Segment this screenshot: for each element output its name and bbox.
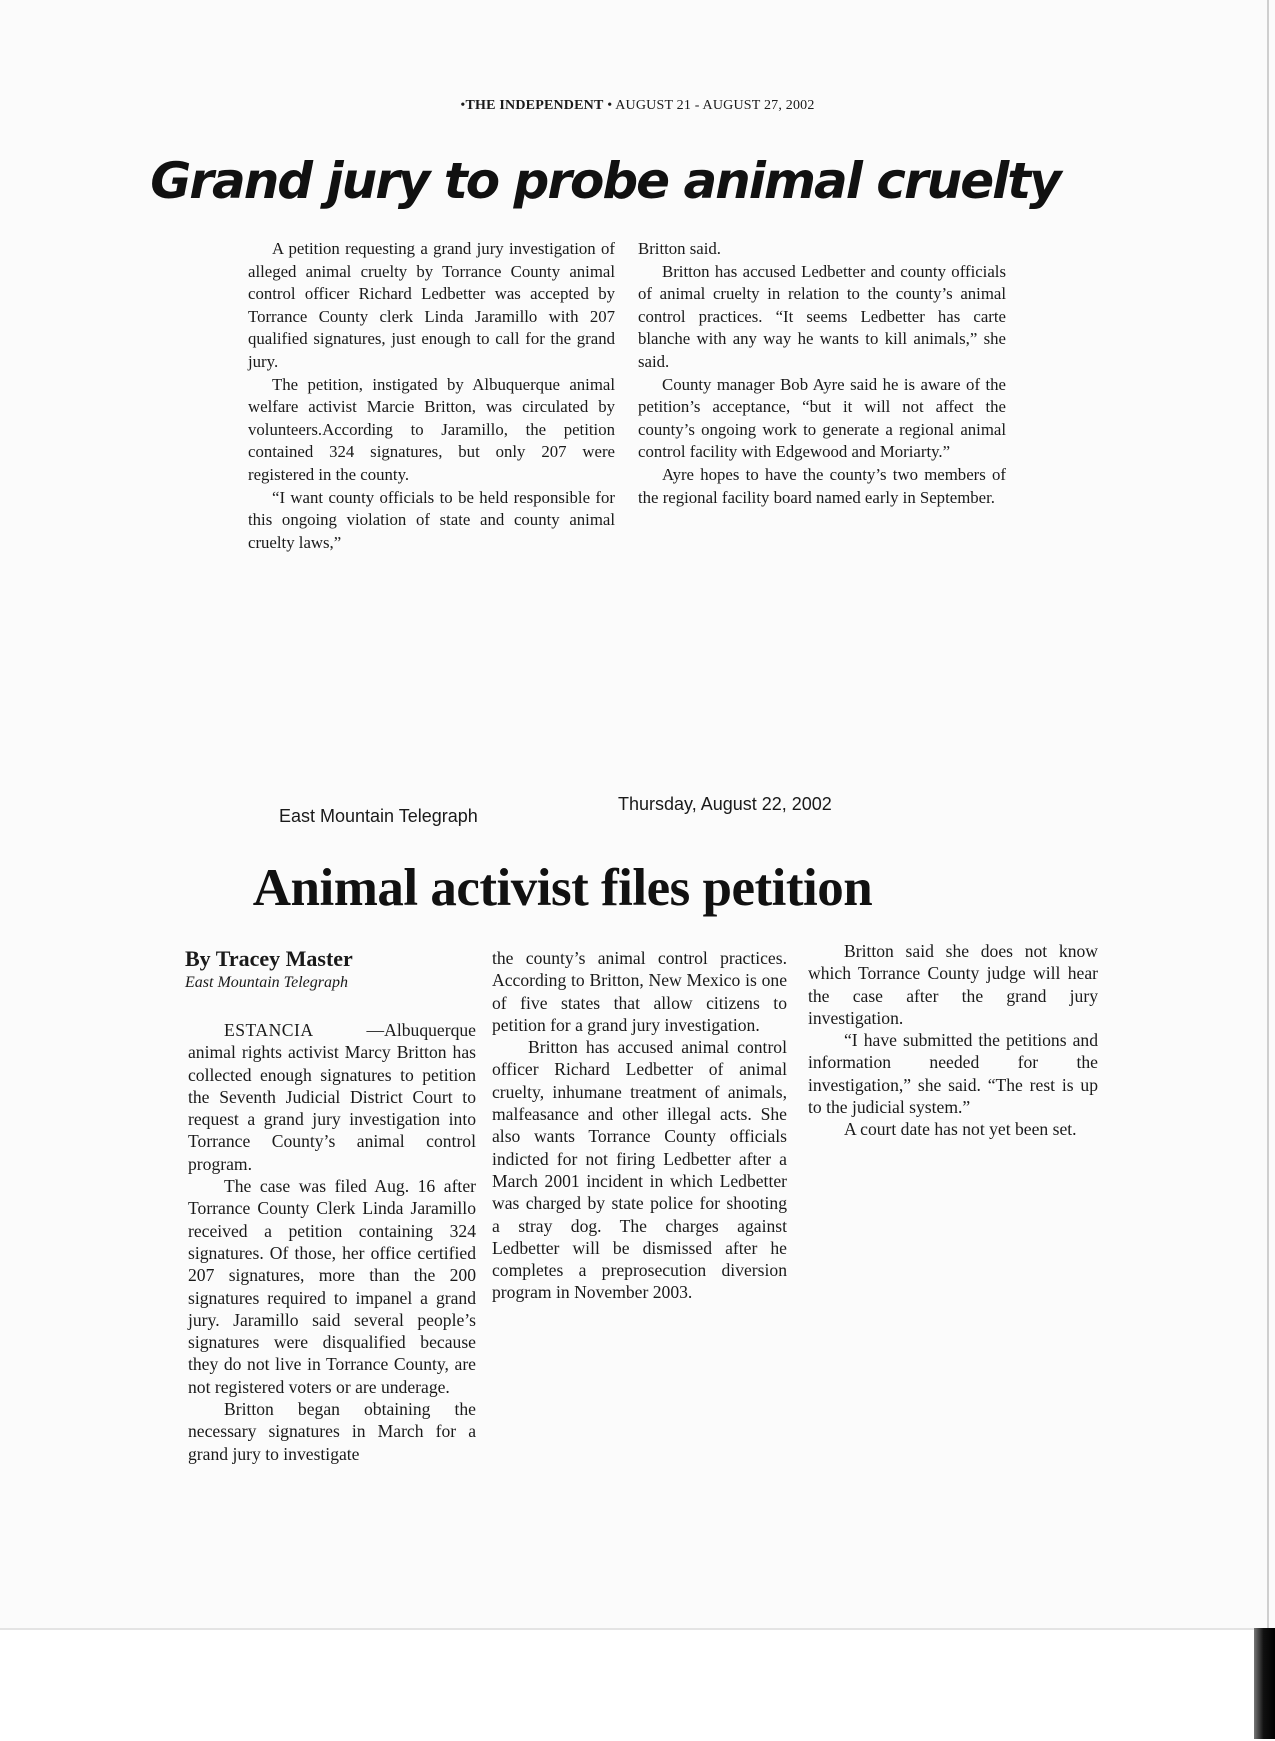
binder-shadow <box>1254 1628 1275 1739</box>
paragraph: “I want county officials to be held responsible for this ongoing violation of state and county animal cruelty laws,” <box>248 487 615 552</box>
article2-column-3 <box>808 940 1098 1141</box>
paragraph: County manager Bob Ayre said he is aware of the petition’s acceptance, “but it will not affect the county’s ongoing work to generate a regional animal control facility with Edgewood and Moriarty.” <box>638 374 1006 462</box>
article2-column-1 <box>188 1019 476 1465</box>
scan-background-bottom <box>0 1628 1275 1741</box>
article1-column-2 <box>638 238 1006 509</box>
paragraph: The petition, instigated by Albuquerque animal welfare activist Marcie Britton, was circulated by volunteers.According to Jaramillo, the petition contained 324 signatures, but only 207 were registered in the county. <box>248 374 615 484</box>
masthead-bullet: • <box>607 98 613 113</box>
masthead-dates: AUGUST 21 - AUGUST 27, 2002 <box>615 98 815 113</box>
byline-author: By Tracey Master <box>185 946 353 971</box>
page-edge <box>1267 0 1269 1628</box>
article2-column-2 <box>492 947 787 1304</box>
byline-publication: East Mountain Telegraph <box>185 974 348 991</box>
dateline: ESTANCIA <box>224 1020 314 1040</box>
paragraph <box>188 1019 476 1175</box>
byline <box>185 945 485 994</box>
article2-headline: Animal activist files petition <box>252 859 873 917</box>
paragraph: A petition requesting a grand jury investigation of alleged animal cruelty by Torrance County animal control officer Richard Ledbetter was accepted by Torrance County clerk Linda Jaramillo with 207 qualified signatures, just enough to call for the grand jury. <box>248 239 615 371</box>
article2-paper-name: East Mountain Telegraph <box>279 806 478 826</box>
paragraph: The case was filed Aug. 16 after Torrance County Clerk Linda Jaramillo received a petition containing 324 signatures. Of those, her office certified 207 signatures, more than the 200 signatures required to impanel a grand jury. Jaramillo said several people’s signatures were disqualified because they do not live in Torrance County, are not registered voters or are underage. <box>188 1176 476 1397</box>
paragraph: the county’s animal control practices. According to Britton, New Mexico is one of five states that allow citizens to petition for a grand jury investigation. <box>492 948 787 1035</box>
paragraph: “I have submitted the petitions and information needed for the investigation,” she said. “The rest is up to the judicial system.” <box>808 1030 1098 1118</box>
article2-date: Thursday, August 22, 2002 <box>618 794 832 814</box>
paragraph: Britton said. <box>638 239 721 258</box>
paragraph: Ayre hopes to have the county’s two members of the regional facility board named early in September. <box>638 464 1006 507</box>
paragraph: Britton said she does not know which Torrance County judge will hear the case after the grand jury investigation. <box>808 941 1098 1028</box>
article1-masthead <box>0 98 1275 114</box>
paragraph: Britton has accused Ledbetter and county officials of animal cruelty in relation to the county’s animal control practices. “It seems Ledbetter has carte blanche with any way he wants to kill animals,” she said. <box>638 261 1006 371</box>
article1-column-1 <box>248 238 615 554</box>
paragraph: Britton has accused animal control officer Richard Ledbetter of animal cruelty, inhumane treatment of animals, malfeasance and other illegal acts. She also wants Torrance County officials indicted for not firing Ledbetter after a March 2001 incident in which Ledbetter was charged by state police for shooting a stray dog. The charges against Ledbetter will be dismissed after he completes a preprosecution diversion program in November 2003. <box>492 1037 787 1303</box>
paragraph: Britton began obtaining the necessary signatures in March for a grand jury to investigate <box>188 1399 476 1464</box>
paragraph: A court date has not yet been set. <box>844 1119 1077 1140</box>
lead-text: —Albuquerque animal rights activist Marcy Britton has collected enough signatures to petition the Seventh Judicial District Court to request a grand jury investigation into Torrance County’s animal control program. <box>188 1020 476 1174</box>
article1-headline: Grand jury to probe animal cruelty <box>150 152 1060 210</box>
masthead-paper-name: THE INDEPENDENT <box>465 98 604 113</box>
masthead-bullet: • <box>460 98 466 113</box>
